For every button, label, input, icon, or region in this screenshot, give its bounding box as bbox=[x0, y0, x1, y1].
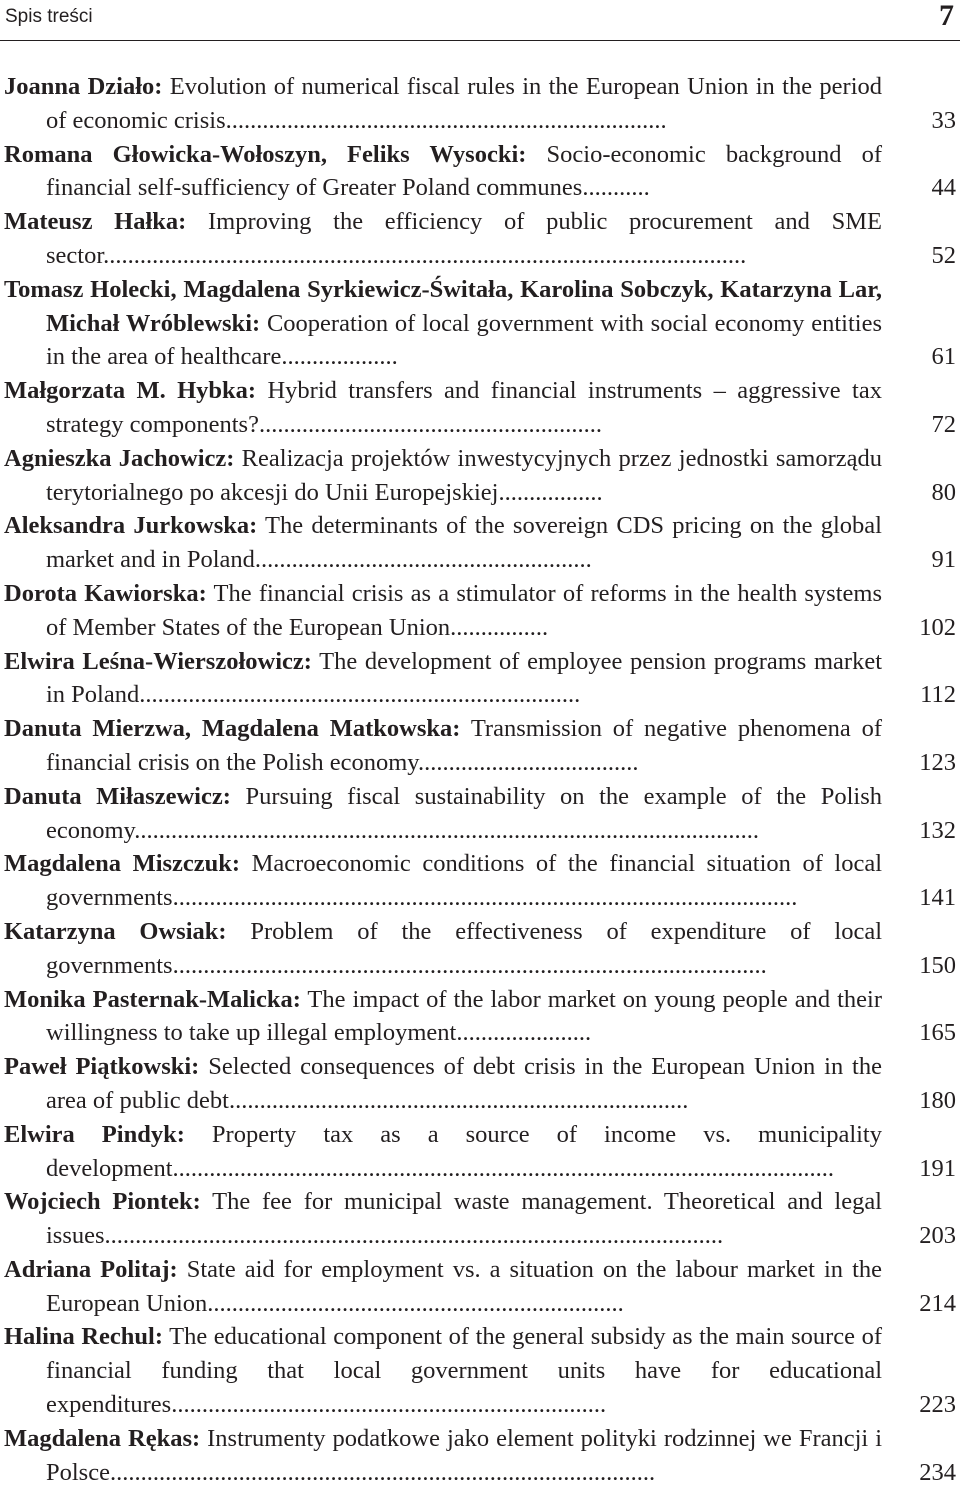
toc-entry-leader: ..................................................................................................... bbox=[104, 1222, 724, 1250]
toc-entry-leader: ................................................................................................. bbox=[172, 951, 767, 979]
toc-entry-18[interactable] bbox=[4, 1320, 956, 1421]
toc-entry-17[interactable] bbox=[4, 1253, 956, 1321]
running-header-title: Spis treści bbox=[5, 6, 93, 27]
toc-entry-title: The determinants of the sovereign CDS pricing on the global market and in Poland bbox=[46, 512, 882, 574]
toc-entry-title: Improving the efficiency of public procurement and SME sector bbox=[46, 208, 882, 269]
toc-entry-page-number: 223 bbox=[919, 1391, 956, 1419]
toc-entry-page-number: 123 bbox=[919, 748, 956, 776]
toc-entry-title: Cooperation of local government with social economy entities in the area of healthcare bbox=[46, 309, 882, 371]
toc-entry-leader: ...................... bbox=[456, 1019, 592, 1047]
toc-entry-5[interactable] bbox=[4, 442, 956, 510]
toc-entry-author: Magdalena Rękas: bbox=[4, 1424, 201, 1452]
toc-entry-author: Monika Pasternak-Malicka: bbox=[4, 985, 301, 1013]
toc-entry-author: Joanna Działo: bbox=[4, 73, 163, 100]
toc-entry-author: Katarzyna Owsiak: bbox=[4, 917, 227, 945]
toc-entry-leader: ........................................................ bbox=[258, 410, 602, 438]
toc-entry-leader: ...................................................................................................... bbox=[172, 884, 798, 912]
toc-entry-title: The impact of the labor market on young people and their willingness to take up illegal employment bbox=[46, 985, 883, 1047]
toc-entry-page-number: 102 bbox=[919, 613, 956, 641]
toc-entry-leader: ........................................................................ bbox=[139, 681, 581, 709]
toc-entry-author: Adriana Politaj: bbox=[4, 1255, 178, 1283]
toc-entry-page-number: 80 bbox=[931, 478, 956, 506]
toc-entry-author: Danuta Miłaszewicz: bbox=[4, 782, 231, 810]
toc-entry-leader: .................................................................... bbox=[207, 1289, 624, 1317]
toc-entry-leader: ................. bbox=[498, 478, 603, 506]
toc-entry-author: Elwira Pindyk: bbox=[4, 1120, 185, 1148]
toc-entry-author: Danuta Mierzwa, Magdalena Matkowska: bbox=[4, 715, 461, 743]
toc-entry-leader: ................... bbox=[281, 343, 398, 371]
toc-entry-page-number: 132 bbox=[919, 816, 956, 844]
toc-entry-author: Paweł Piątkowski: bbox=[4, 1053, 200, 1081]
toc-entry-title: Selected consequences of debt crisis in the European Union in the area of public debt bbox=[46, 1053, 882, 1114]
toc-entry-author: Wojciech Piontek: bbox=[4, 1188, 201, 1216]
toc-entry-page-number: 91 bbox=[931, 546, 956, 574]
toc-entry-author: Agnieszka Jachowicz: bbox=[4, 444, 235, 472]
toc-entry-page-number: 52 bbox=[931, 241, 956, 269]
toc-entry-4[interactable] bbox=[4, 374, 956, 442]
toc-entry-author: Dorota Kawiorska: bbox=[4, 579, 207, 607]
toc-entry-author: Małgorzata M. Hybka: bbox=[4, 377, 257, 405]
toc-entry-title: The educational component of the general subsidy as the main source of financial funding that local government units have for educational expenditures bbox=[46, 1323, 882, 1419]
toc-entry-11[interactable] bbox=[4, 847, 956, 915]
table-of-contents bbox=[4, 70, 956, 1489]
toc-entry-leader: ...................................................................................................... bbox=[134, 816, 759, 844]
toc-entry-author: Magdalena Miszczuk: bbox=[4, 850, 241, 878]
toc-entry-leader: ........................................................................... bbox=[228, 1086, 689, 1114]
toc-entry-author: Mateusz Hałka: bbox=[4, 208, 187, 236]
toc-entry-1[interactable] bbox=[4, 138, 956, 206]
toc-entry-title: State aid for employment vs. a situation on the labour market in the European Union bbox=[46, 1255, 882, 1317]
toc-entry-page-number: 61 bbox=[931, 343, 956, 371]
toc-entry-page-number: 72 bbox=[931, 410, 956, 438]
toc-entry-author: Elwira Leśna-Wierszołowicz: bbox=[4, 647, 312, 675]
toc-entry-page-number: 150 bbox=[919, 951, 956, 979]
toc-entry-author: Romana Głowicka-Wołoszyn, Feliks Wysocki: bbox=[4, 140, 527, 168]
toc-entry-leader: ........................................................................ bbox=[225, 106, 667, 134]
toc-entry-page-number: 44 bbox=[931, 174, 956, 202]
toc-entry-page-number: 112 bbox=[920, 681, 956, 709]
toc-entry-8[interactable] bbox=[4, 645, 956, 713]
toc-entry-9[interactable] bbox=[4, 712, 956, 780]
toc-entry-title: Hybrid transfers and financial instruments – aggressive tax strategy components? bbox=[46, 377, 882, 438]
toc-entry-15[interactable] bbox=[4, 1118, 956, 1186]
toc-entry-page-number: 214 bbox=[919, 1289, 956, 1317]
toc-entry-title: The financial crisis as a stimulator of reforms in the health systems of Member States of the European Union bbox=[46, 579, 882, 641]
toc-entry-title: Macroeconomic conditions of the financial situation of local governments bbox=[46, 850, 882, 912]
toc-entry-page-number: 165 bbox=[919, 1019, 956, 1047]
toc-entry-14[interactable] bbox=[4, 1050, 956, 1118]
running-header bbox=[0, 0, 960, 41]
toc-entry-leader: ................ bbox=[450, 613, 549, 641]
toc-entry-title: The fee for municipal waste management. Theoretical and legal issues bbox=[46, 1188, 882, 1250]
toc-entry-19[interactable] bbox=[4, 1422, 956, 1489]
toc-entry-page-number: 203 bbox=[919, 1222, 956, 1250]
toc-entry-6[interactable] bbox=[4, 509, 956, 577]
toc-entry-page-number: 141 bbox=[919, 884, 956, 912]
toc-entry-title: Pursuing fiscal sustainability on the example of the Polish economy bbox=[46, 782, 882, 844]
toc-entry-16[interactable] bbox=[4, 1185, 956, 1253]
toc-entry-page-number: 180 bbox=[919, 1086, 956, 1114]
toc-entry-page-number: 234 bbox=[919, 1458, 956, 1486]
toc-entry-10[interactable] bbox=[4, 780, 956, 848]
toc-entry-2[interactable] bbox=[4, 205, 956, 273]
toc-entry-leader: .................................... bbox=[417, 748, 639, 776]
toc-entry-3[interactable] bbox=[4, 273, 956, 374]
toc-entry-leader: ......................................................................................... bbox=[109, 1458, 656, 1486]
toc-entry-title: The development of employee pension programs market in Poland bbox=[46, 647, 882, 709]
toc-entry-leader: ........... bbox=[582, 174, 650, 202]
toc-entry-leader: ............................................................................................................ bbox=[172, 1154, 835, 1182]
toc-entry-title: Socio-economic background of financial self-sufficiency of Greater Poland communes bbox=[46, 140, 882, 202]
toc-entry-title: Instrumenty podatkowe jako element polityki rodzinnej we Francji i Polsce bbox=[46, 1424, 883, 1486]
toc-entry-title: Evolution of numerical fiscal rules in the European Union in the period of economic crisis bbox=[46, 73, 883, 134]
toc-entry-leader: ....................................................................... bbox=[171, 1391, 607, 1419]
toc-entry-title: Problem of the effectiveness of expenditure of local governments bbox=[46, 917, 882, 979]
toc-entry-7[interactable] bbox=[4, 577, 956, 645]
toc-entry-leader: ......................................................................................................... bbox=[103, 241, 747, 269]
toc-entry-author: Halina Rechul: bbox=[4, 1323, 164, 1351]
toc-entry-title: Realizacja projektów inwestycyjnych przez jednostki samorządu terytorialnego po akcesji do Unii Europejskiej bbox=[46, 444, 882, 506]
running-header-page-number: 7 bbox=[939, 0, 954, 32]
toc-entry-title: Property tax as a source of income vs. municipality development bbox=[46, 1120, 882, 1182]
toc-entry-page-number: 191 bbox=[919, 1154, 956, 1182]
toc-entry-title: Transmission of negative phenomena of financial crisis on the Polish economy bbox=[46, 715, 883, 776]
toc-entry-author: Tomasz Holecki, Magdalena Syrkiewicz-Świtała, Karolina Sobczyk, Katarzyna Lar, Michał Wróblewski: bbox=[4, 275, 882, 337]
toc-entry-page-number: 33 bbox=[931, 106, 956, 134]
toc-entry-13[interactable] bbox=[4, 983, 956, 1051]
toc-entry-0[interactable] bbox=[4, 70, 956, 138]
toc-entry-12[interactable] bbox=[4, 915, 956, 983]
toc-entry-author: Aleksandra Jurkowska: bbox=[4, 512, 258, 540]
toc-entry-leader: ....................................................... bbox=[254, 546, 592, 574]
